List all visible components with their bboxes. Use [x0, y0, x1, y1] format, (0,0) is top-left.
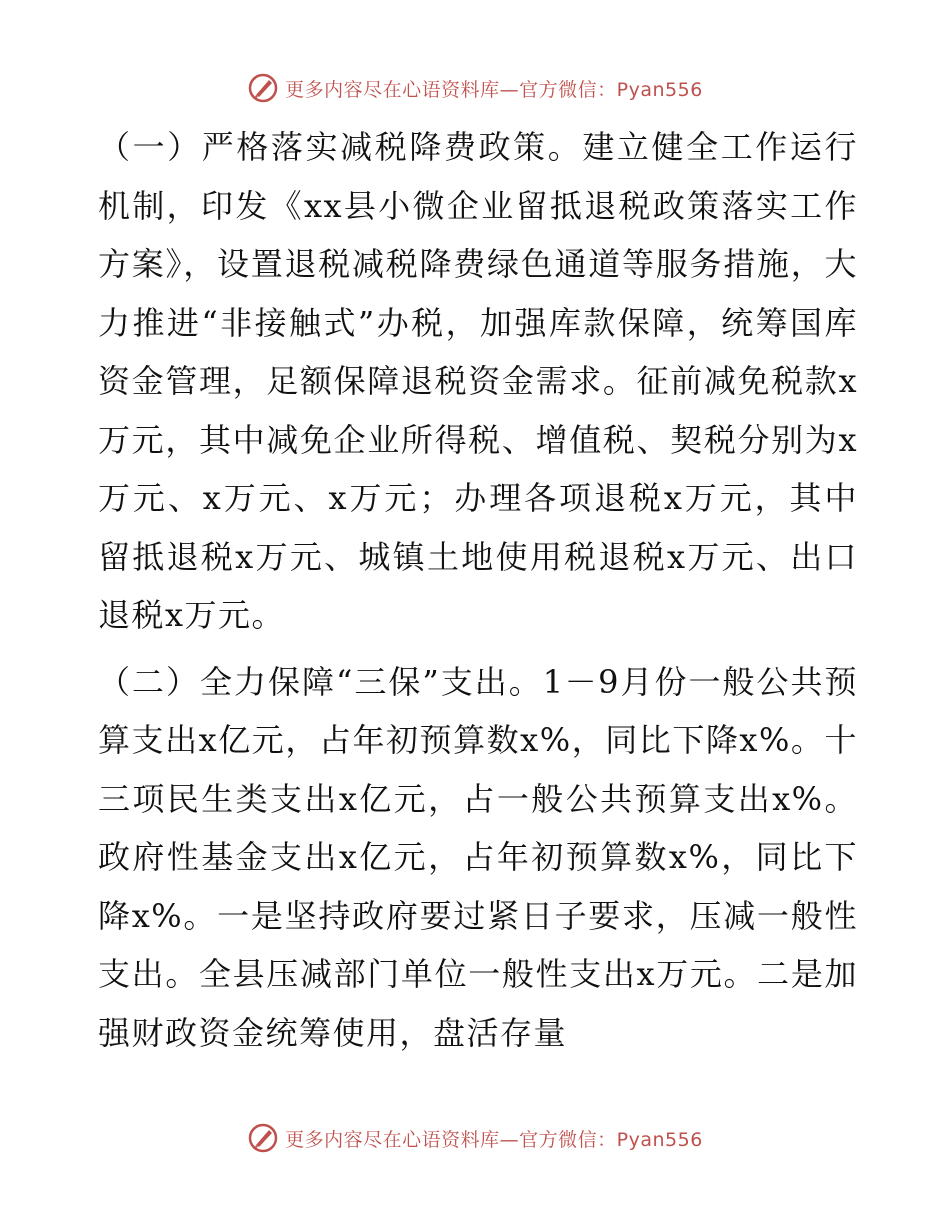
quill-pen-logo-icon — [247, 72, 279, 104]
footer-banner-text: 更多内容尽在心语资料库—官方微信：Pyan556 — [285, 1128, 703, 1151]
header-banner — [0, 72, 950, 104]
header-banner-text: 更多内容尽在心语资料库—官方微信：Pyan556 — [285, 78, 703, 101]
paragraph-tax-reduction: （一）严格落实减税降费政策。建立健全工作运行机制，印发《xx县小微企业留抵退税政策落实工作方案》，设置退税减税降费绿色通道等服务措施，大力推进“非接触式”办税，加强库款保障，统筹国库资金管理，足额保障退税资金需求。征前减免税款x万元，其中减免企业所得税、增值税、契税分别为x万元、x万元、x万元；办理各项退税x万元，其中留抵退税x万元、城镇土地使用税退税x万元、出口退税x万元。 — [98, 128, 858, 634]
document-body — [98, 118, 858, 1062]
quill-pen-logo-icon — [247, 1122, 279, 1154]
paragraph-three-guarantees: （二）全力保障“三保”支出。1－9月份一般公共预算支出x亿元，占年初预算数x%，同比下降x%。十三项民生类支出x亿元，占一般公共预算支出x%。政府性基金支出x亿元，占年初预算数x%，同比下降x%。一是坚持政府要过紧日子要求，压减一般性支出。全县压减部门单位一般性支出x万元。二是加强财政资金统筹使用，盘活存量 — [98, 662, 858, 1052]
footer-banner — [0, 1122, 950, 1154]
